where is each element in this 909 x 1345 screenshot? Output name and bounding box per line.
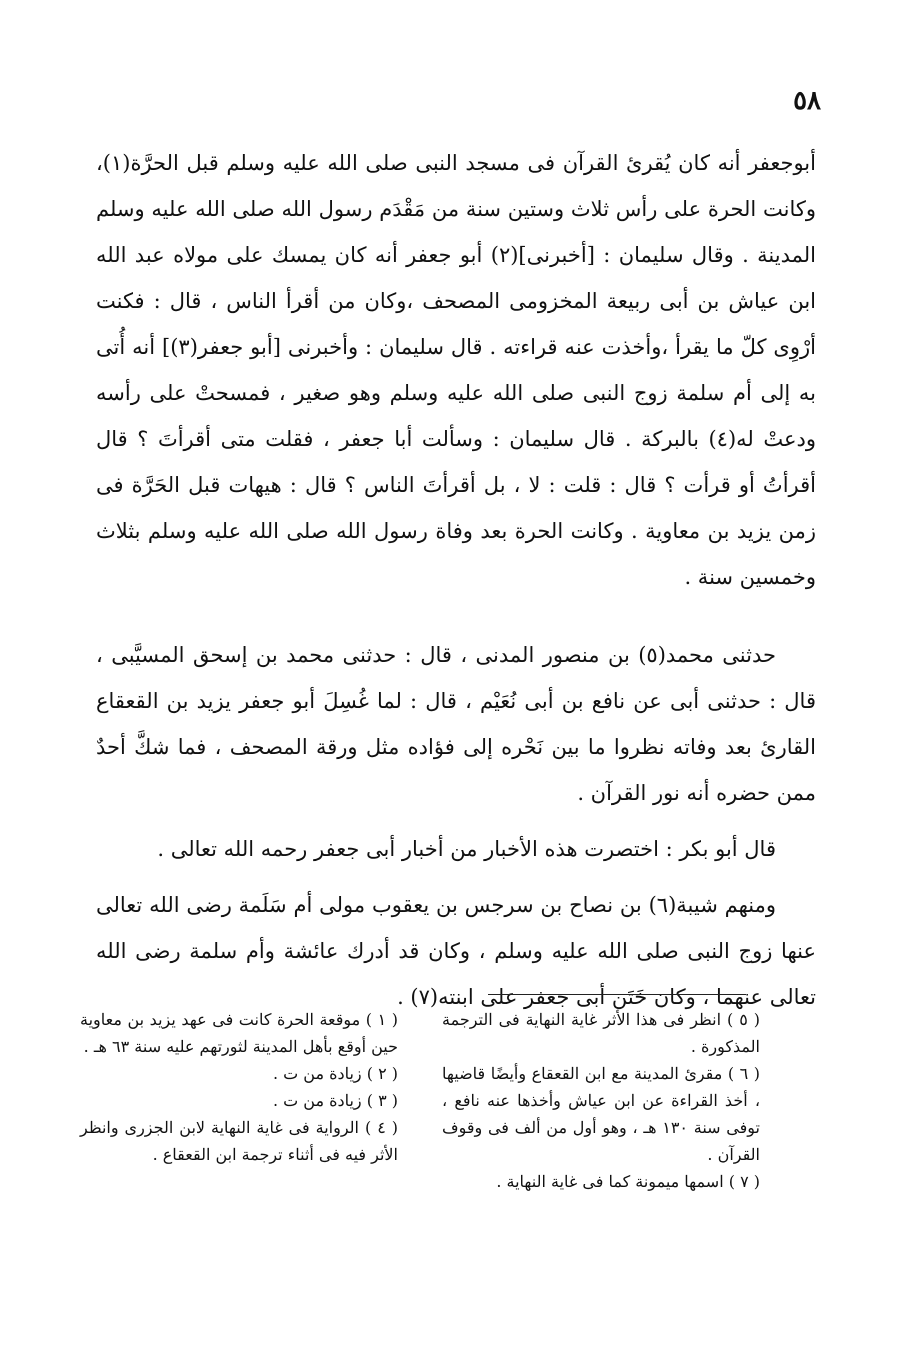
main-text xyxy=(96,140,816,1020)
footnote-7: ( ٧ ) اسمها ميمونة كما فى غاية النهاية . xyxy=(496,1172,760,1191)
footnote-3: ( ٣ ) زيادة من ت . xyxy=(272,1091,398,1110)
footnote-1: ( ١ ) موقعة الحرة كانت فى عهد يزيد بن معاوية حين أوقع بأهل المدينة لثورتهم عليه سنة ٦٣ هـ . xyxy=(80,1010,398,1056)
paragraph-shayba: ومنهم شيبة(٦) بن نصاح بن سرجس بن يعقوب مولى أم سَلَمة رضى الله تعالى عنها زوج النبى صلى الله عليه وسلم ، وكان قد أدرك عائشة وأم سلمة رضى الله تعالى عنهما ، وكان خَتَن أبى جعفر على ابنته(٧) . xyxy=(96,893,816,1009)
footnote-2: ( ٢ ) زيادة من ت . xyxy=(272,1064,398,1083)
footnote-6: ( ٦ ) مقرئ المدينة مع ابن القعقاع وأيضًا قاضيها ، أخذ القراءة عن ابن عياش وأخذها عنه نافع ، توفى سنة ١٣٠ هـ ، وهو أول من ألف فى وقوف القرآن . xyxy=(442,1064,760,1164)
paragraph-abu-jafar-reading: أبوجعفر أنه كان يُقرئ القرآن فى مسجد النبى صلى الله عليه وسلم قبل الحرَّة(١)، وكانت الحرة على رأس ثلاث وستين سنة من مَقْدَم رسول الله صلى الله عليه وسلم المدينة . وقال سليمان : [أخبرنى](٢) أبو جعفر أنه كان يمسك على مولاه عبد الله ابن عياش بن أبى ربيعة المخزومى المصحف ،وكان من أقرأ الناس ، قال : فكنت أرْوِى كلّ ما يقرأ ،وأخذت عنه قراءته . قال سليمان : وأخبرنى [أبو جعفر(٣)] أنه أُتى به إلى أم سلمة زوج النبى صلى الله عليه وسلم وهو صغير ، فمسحتْ على رأسه ودعتْ له(٤) بالبركة . قال سليمان : وسألت أبا جعفر ، فقلت متى أقرأتَ ؟ قال أقرأتُ أو قرأت ؟ قال : قلت : لا ، بل أقرأتَ الناس ؟ قال : هيهات قبل الحَرَّة فى زمن يزيد بن معاوية . وكانت الحرة بعد وفاة رسول الله صلى الله عليه وسلم بثلاث وخمسين سنة . xyxy=(96,151,817,589)
footnotes-left-column xyxy=(442,1006,760,1195)
paragraph-abu-bakr-note: قال أبو بكر : اختصرت هذه الأخبار من أخبار أبى جعفر رحمه الله تعالى . xyxy=(157,837,776,861)
paragraph-hadith-muhammad: حدثنى محمد(٥) بن منصور المدنى ، قال : حدثنى محمد بن إسحق المسيَّبى ، قال : حدثنى أبى عن نافع بن أبى نُعَيْم ، قال : لما غُسِلَ أبو جعفر يزيد بن القعقاع القارئ بعد وفاته نظروا ما بين نَحْره إلى فؤاده مثل ورقة المصحف ، فما شكَّ أحدٌ ممن حضره أنه نور القرآن . xyxy=(96,643,816,805)
footnote-4: ( ٤ ) الرواية فى غاية النهاية لابن الجزرى وانظر الأثر فيه فى أثناء ترجمة ابن القعقاع . xyxy=(80,1118,399,1164)
footnotes-right-column xyxy=(80,1006,398,1195)
footnote-divider xyxy=(488,994,746,995)
footnote-5: ( ٥ ) انظر فى هذا الأثر غاية النهاية فى الترجمة المذكورة . xyxy=(442,1010,760,1056)
footnotes xyxy=(80,1006,760,1195)
page-number: ٥٨ xyxy=(793,86,821,116)
